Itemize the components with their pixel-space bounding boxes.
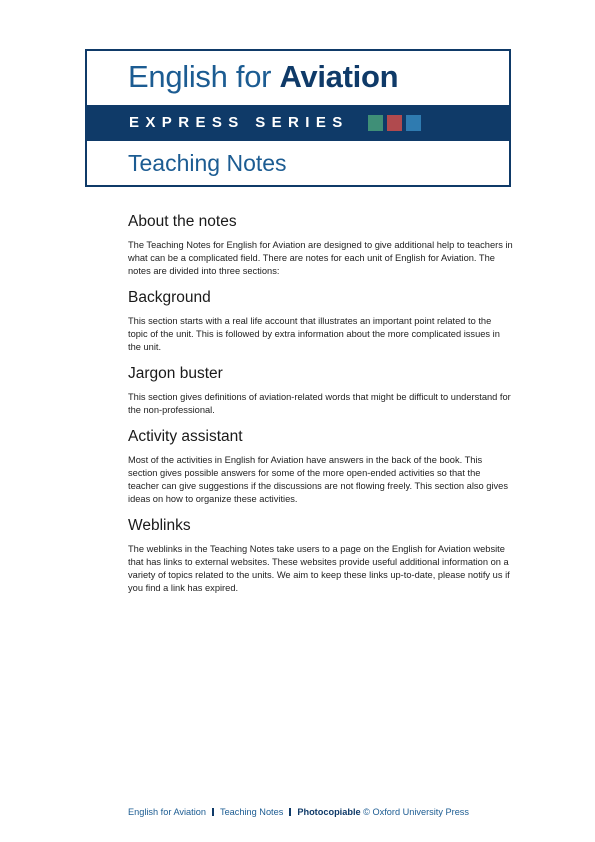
book-title-bold: Aviation [279, 59, 399, 94]
section-body: This section starts with a real life account that illustrates an important point related to the topic of the unit. This is followed by extra information about the more complicated issues in the unit. [128, 316, 500, 352]
series-band [87, 105, 509, 141]
section-body: The weblinks in the Teaching Notes take users to a page on the English for Aviation website that has links to external websites. These websites provide useful additional information on a variety of topics related to the units. We aim to keep these links up-to-date, please notify us if you find a link has expired. [128, 544, 510, 593]
section-heading: Activity assistant [128, 428, 243, 445]
page-subtitle: Teaching Notes [128, 150, 287, 176]
header-box [85, 49, 511, 187]
page-footer [128, 807, 469, 817]
footer-book: English for Aviation [128, 807, 206, 817]
footer-notes: Teaching Notes [219, 807, 284, 817]
section-activity-assistant [128, 427, 513, 506]
section-heading: Background [128, 289, 211, 306]
book-title-light: English for [128, 59, 280, 94]
green-square-icon [368, 115, 383, 131]
red-square-icon [387, 115, 402, 131]
section-about-the-notes [128, 212, 513, 278]
blue-square-icon [406, 115, 421, 131]
section-heading: About the notes [128, 213, 237, 230]
section-background [128, 288, 513, 354]
series-label: EXPRESS SERIES [129, 114, 349, 131]
book-title [128, 59, 398, 95]
section-body: The Teaching Notes for English for Aviation are designed to give additional help to teachers in what can be a complicated field. There are notes for each unit of English for Aviation. The notes are divided into three sections: [128, 240, 513, 276]
footer-separator [289, 808, 291, 816]
section-body: Most of the activities in English for Aviation have answers in the back of the book. This section gives possible answers for some of the more open-ended activities so that the teacher can give suggestions if the discussions are not flowing freely. This section also gives ideas on how to organize these activities. [128, 455, 508, 504]
section-weblinks [128, 516, 513, 595]
section-heading: Jargon buster [128, 365, 223, 382]
footer-separator [212, 808, 214, 816]
section-heading: Weblinks [128, 517, 191, 534]
footer-photocopiable: Photocopiable [297, 807, 361, 817]
notes-content [128, 212, 513, 595]
section-jargon-buster [128, 364, 513, 417]
section-body: This section gives definitions of aviation-related words that might be difficult to understand for the non-professional. [128, 392, 511, 415]
footer-copyright: © Oxford University Press [360, 807, 469, 817]
